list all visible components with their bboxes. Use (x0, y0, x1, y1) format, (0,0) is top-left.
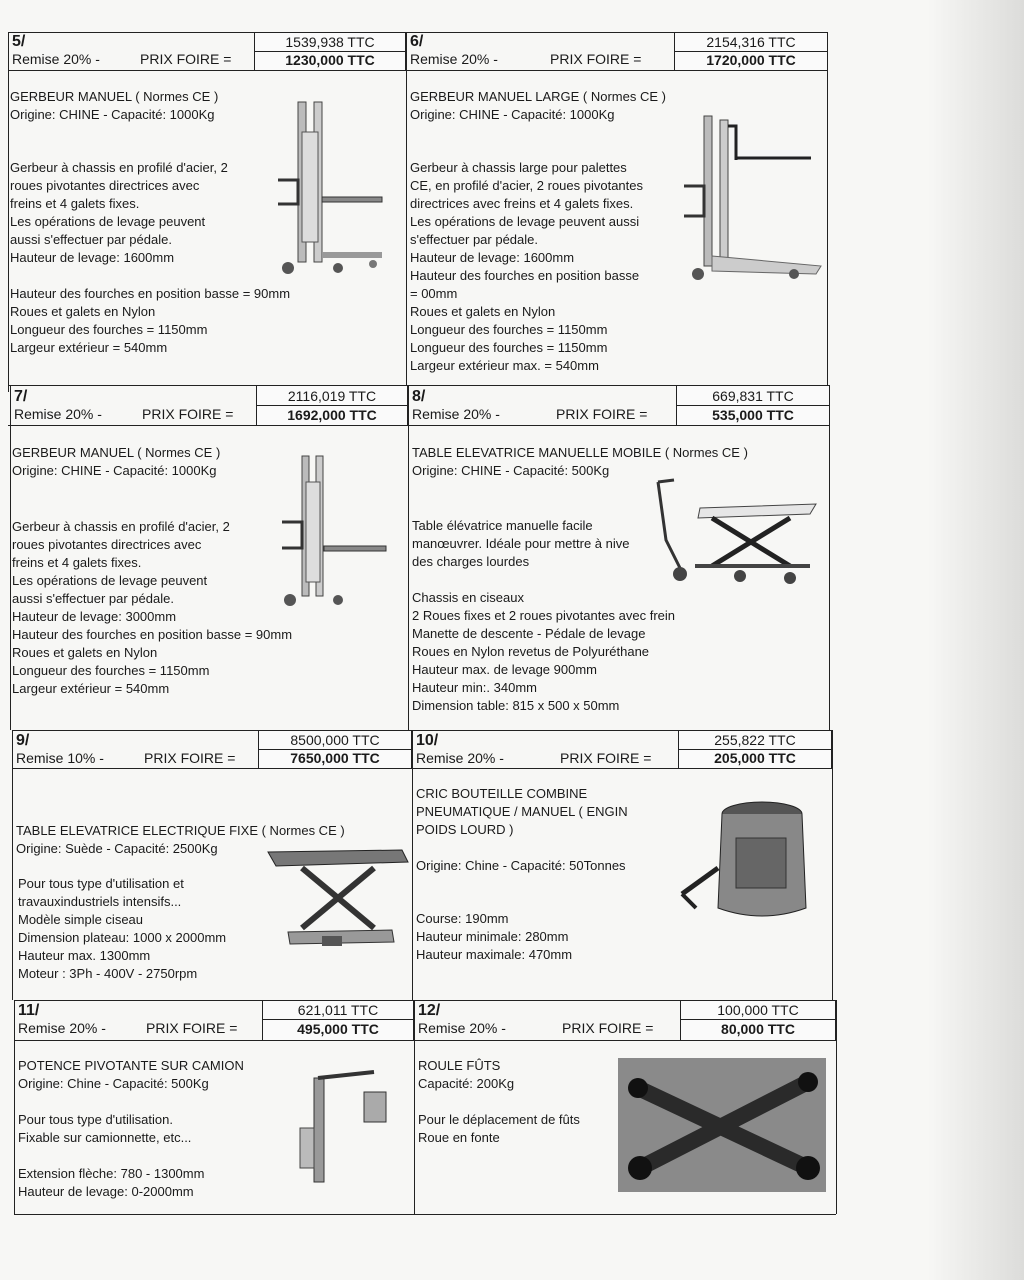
discount-label: Remise 20% - (18, 1020, 106, 1036)
product-description (418, 1057, 618, 1093)
price-final: 535,000 TTC (712, 407, 794, 423)
spec-line: Chassis en ciseaux (412, 590, 524, 605)
discount-label: Remise 20% - (12, 51, 100, 67)
price-original: 8500,000 TTC (259, 732, 411, 750)
price-box (254, 32, 406, 71)
product-origin-block (416, 857, 670, 875)
product-title: GERBEUR MANUEL ( Normes CE ) (10, 89, 219, 104)
divider (829, 385, 830, 730)
discount-label: Remise 20% - (416, 750, 504, 766)
price-original: 100,000 TTC (681, 1002, 835, 1020)
product-origin: Origine: Chine - Capacité: 500Kg (18, 1076, 209, 1091)
spec-line: = 00mm (410, 286, 458, 301)
spec-line: Hauteur de levage: 0-2000mm (18, 1184, 194, 1199)
fair-price-label: PRIX FOIRE = (562, 1020, 654, 1036)
divider (827, 32, 828, 385)
fair-price-label: PRIX FOIRE = (550, 51, 642, 67)
fair-price-label: PRIX FOIRE = (146, 1020, 238, 1036)
product-title: GERBEUR MANUEL ( Normes CE ) (12, 445, 221, 460)
product-origin: Origine: Chine - Capacité: 50Tonnes (416, 858, 626, 873)
spec-line: Hauteur minimale: 280mm (416, 929, 569, 944)
divider (836, 1000, 837, 1214)
product-origin: Capacité: 200Kg (418, 1076, 515, 1091)
spec-line: Les opérations de levage peuvent (12, 573, 208, 588)
product-origin: Origine: CHINE - Capacité: 1000Kg (10, 107, 215, 122)
spec-line: directrices avec freins et 4 galets fixes. (410, 196, 634, 211)
product-title: TABLE ELEVATRICE MANUELLE MOBILE ( Normes CE ) (412, 445, 748, 460)
divider (408, 385, 409, 730)
price-box (676, 385, 830, 426)
product-description (18, 1057, 298, 1093)
spec-line: Roues en Nylon revetus de Polyuréthane (412, 644, 650, 659)
spec-line: Roue en fonte (418, 1130, 500, 1145)
price-box (258, 730, 412, 769)
product-title: POTENCE PIVOTANTE SUR CAMION (18, 1058, 244, 1073)
product-origin: Origine: CHINE - Capacité: 1000Kg (410, 107, 615, 122)
spec-line: Hauteur maximale: 470mm (416, 947, 573, 962)
divider (406, 32, 407, 385)
spec-line: Largeur extérieur = 540mm (10, 340, 168, 355)
spec-line: Longueur des fourches = 1150mm (12, 663, 210, 678)
spec-line: Table élévatrice manuelle facile (412, 518, 593, 533)
spec-line: Hauteur de levage: 1600mm (10, 250, 175, 265)
spec-line: Hauteur min:. 340mm (412, 680, 537, 695)
spec-line: Course: 190mm (416, 911, 509, 926)
product-number: 9/ (16, 732, 30, 749)
product-number: 6/ (410, 33, 424, 50)
spec-line: Pour tous type d'utilisation et (18, 876, 184, 891)
fair-price-label: PRIX FOIRE = (560, 750, 652, 766)
price-original: 2116,019 TTC (257, 388, 407, 406)
truck-crane-image (280, 1058, 392, 1188)
spec-line: Gerbeur à chassis en profilé d'acier, 2 (12, 519, 230, 534)
spec-line: roues pivotantes directrices avec (12, 537, 202, 552)
discount-label: Remise 20% - (14, 406, 102, 422)
product-number: 5/ (12, 33, 26, 50)
price-final: 1692,000 TTC (287, 407, 377, 423)
spec-line: Longueur des fourches = 1150mm (10, 322, 208, 337)
scissor-lift-table-image (640, 478, 822, 588)
product-specs (416, 910, 670, 964)
price-original: 1539,938 TTC (255, 34, 405, 52)
discount-label: Remise 20% - (412, 406, 500, 422)
product-number: 10/ (416, 732, 439, 749)
spec-line: Roues et galets en Nylon (12, 645, 158, 660)
discount-label: Remise 20% - (418, 1020, 506, 1036)
price-original: 2154,316 TTC (675, 34, 827, 52)
spec-line: aussi s'effectuer par pédale. (10, 232, 172, 247)
spec-line: freins et 4 galets fixes. (10, 196, 140, 211)
discount-label: Remise 20% - (410, 51, 498, 67)
spec-line: Extension flèche: 780 - 1300mm (18, 1166, 205, 1181)
spec-line: Roues et galets en Nylon (10, 304, 156, 319)
spec-line: manœuvrer. Idéale pour mettre à nive (412, 536, 630, 551)
divider (412, 730, 413, 1000)
spec-line: Pour tous type d'utilisation. (18, 1112, 173, 1127)
price-final: 1230,000 TTC (285, 52, 375, 68)
product-description (412, 444, 822, 480)
fair-price-label: PRIX FOIRE = (142, 406, 234, 422)
spec-line: Manette de descente - Pédale de levage (412, 626, 646, 641)
spec-line: Hauteur max. de levage 900mm (412, 662, 597, 677)
spec-line: 2 Roues fixes et 2 roues pivotantes avec frein (412, 608, 676, 623)
price-final: 495,000 TTC (297, 1021, 379, 1037)
spec-line: s'effectuer par pédale. (410, 232, 538, 247)
spec-line: Les opérations de levage peuvent (10, 214, 206, 229)
product-origin: Origine: CHINE - Capacité: 500Kg (412, 463, 610, 478)
spec-line: Pour le déplacement de fûts (418, 1112, 580, 1127)
price-box (256, 385, 408, 426)
spec-line: Largeur extérieur = 540mm (12, 681, 170, 696)
electric-lift-table-image (262, 842, 410, 952)
product-number: 7/ (14, 388, 28, 405)
price-final: 1720,000 TTC (706, 52, 796, 68)
spec-line: Hauteur de levage: 3000mm (12, 609, 177, 624)
manual-stacker-image (258, 92, 388, 282)
product-specs (18, 875, 248, 983)
spec-line: Modèle simple ciseau (18, 912, 144, 927)
price-final: 205,000 TTC (714, 750, 796, 766)
product-number: 11/ (18, 1002, 40, 1019)
spec-line: Roues et galets en Nylon (410, 304, 556, 319)
price-original: 621,011 TTC (263, 1002, 413, 1020)
spec-line: Les opérations de levage peuvent aussi (410, 214, 640, 229)
product-title: ROULE FÛTS (418, 1058, 501, 1073)
spec-line: Gerbeur à chassis en profilé d'acier, 2 (10, 160, 228, 175)
divider (10, 385, 11, 730)
spec-line: Hauteur des fourches en position basse = 90mm (12, 627, 293, 642)
product-title: CRIC BOUTEILLE COMBINE PNEUMATIQUE / MANUEL ( ENGIN POIDS LOURD ) (416, 786, 628, 837)
divider (414, 1000, 415, 1214)
spec-line: Longueur des fourches = 1150mm (410, 340, 608, 355)
price-box (680, 1000, 836, 1041)
product-origin: Origine: CHINE - Capacité: 1000Kg (12, 463, 217, 478)
divider (14, 1000, 15, 1214)
spec-line: aussi s'effectuer par pédale. (12, 591, 174, 606)
drum-dolly-image (618, 1058, 826, 1192)
spec-line: Longueur des fourches = 1150mm (410, 322, 608, 337)
spec-line: Dimension table: 815 x 500 x 50mm (412, 698, 620, 713)
price-final: 80,000 TTC (721, 1021, 795, 1037)
divider (832, 730, 833, 1000)
product-description (416, 785, 670, 839)
fair-price-label: PRIX FOIRE = (140, 51, 232, 67)
spec-line: travauxindustriels intensifs... (18, 894, 182, 909)
price-box (674, 32, 828, 71)
spec-line: roues pivotantes directrices avec (10, 178, 200, 193)
product-specs (410, 159, 670, 375)
discount-label: Remise 10% - (16, 750, 104, 766)
product-title: GERBEUR MANUEL LARGE ( Normes CE ) (410, 89, 666, 104)
price-original: 669,831 TTC (677, 388, 829, 406)
product-origin: Origine: Suède - Capacité: 2500Kg (16, 841, 218, 856)
product-description (410, 88, 710, 124)
spec-line: Largeur extérieur max. = 540mm (410, 358, 599, 373)
price-box (262, 1000, 414, 1041)
divider (8, 32, 9, 392)
wide-stacker-image (676, 106, 826, 286)
product-specs (418, 1111, 618, 1147)
spec-line: Hauteur de levage: 1600mm (410, 250, 575, 265)
bottle-jack-image (676, 798, 826, 928)
high-lift-stacker-image (260, 452, 390, 612)
price-final: 7650,000 TTC (290, 750, 380, 766)
divider (14, 1214, 836, 1215)
spec-line: Hauteur max. 1300mm (18, 948, 151, 963)
spec-line: Fixable sur camionnette, etc... (18, 1130, 192, 1145)
product-title: TABLE ELEVATRICE ELECTRIQUE FIXE ( Normes CE ) (16, 823, 345, 838)
spec-line: Hauteur des fourches en position basse (410, 268, 640, 283)
product-number: 8/ (412, 388, 426, 405)
spec-line: Gerbeur à chassis large pour palettes (410, 160, 627, 175)
spec-line: Dimension plateau: 1000 x 2000mm (18, 930, 227, 945)
spec-line: freins et 4 galets fixes. (12, 555, 142, 570)
product-number: 12/ (418, 1002, 441, 1019)
product-specs (18, 1111, 278, 1201)
divider (12, 730, 13, 1000)
price-original: 255,822 TTC (679, 732, 831, 750)
price-box (678, 730, 832, 769)
spec-line: Moteur : 3Ph - 400V - 2750rpm (18, 966, 198, 981)
fair-price-label: PRIX FOIRE = (556, 406, 648, 422)
spec-line: Hauteur des fourches en position basse = 90mm (10, 286, 291, 301)
fair-price-label: PRIX FOIRE = (144, 750, 236, 766)
spec-line: des charges lourdes (412, 554, 530, 569)
spec-line: CE, en profilé d'acier, 2 roues pivotantes (410, 178, 644, 193)
